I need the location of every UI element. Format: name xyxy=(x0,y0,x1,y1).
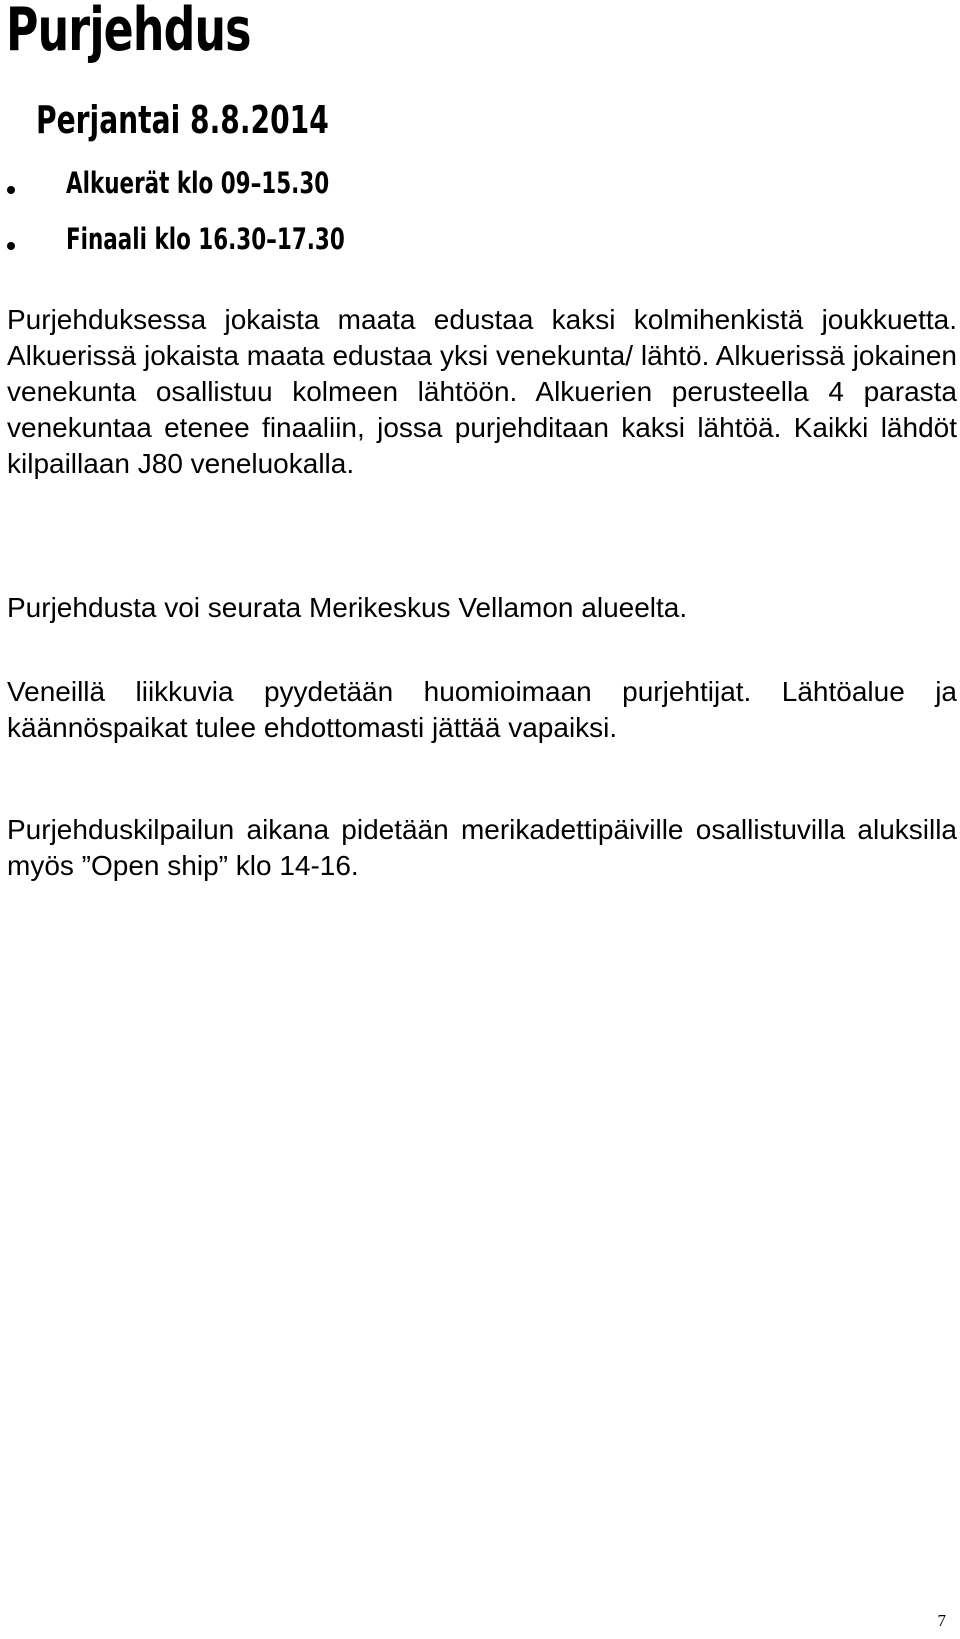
paragraph-viewing-location: Purjehdusta voi seurata Merikeskus Vellamon alueelta. xyxy=(7,592,688,623)
page-number: 7 xyxy=(937,1611,946,1630)
date-heading: Perjantai 8.8.2014 xyxy=(36,98,329,142)
paragraph-boaters-notice: Veneillä liikkuvia pyydetään huomioimaan purjehtijat. Lähtöalue ja käännöspaikat tulee ehdottomasti jättää vapaiksi. xyxy=(7,676,957,743)
schedule-item-heats: Alkuerät klo 09–15.30 xyxy=(66,166,330,200)
schedule-item-final: Finaali klo 16.30–17.30 xyxy=(66,222,345,256)
paragraph-competition-format: Purjehduksessa jokaista maata edustaa kaksi kolmihenkistä joukkuetta. Alkuerissä jokaista maata edustaa yksi venekunta/ lähtö. Alkuerissä jokainen venekunta osallistuu kolmeen lähtöön. Alkuerien perusteella 4 parasta venekuntaa etenee finaaliin, jossa purjehditaan kaksi lähtöä. Kaikki lähdöt kilpaillaan J80 veneluokalla. xyxy=(7,304,957,479)
bullet-icon xyxy=(7,242,15,250)
paragraph-open-ship: Purjehduskilpailun aikana pidetään merikadettipäiville osallistuvilla aluksilla myös ”Open ship” klo 14-16. xyxy=(7,814,957,881)
bullet-icon xyxy=(7,186,15,194)
page-title: Purjehdus xyxy=(6,0,251,65)
